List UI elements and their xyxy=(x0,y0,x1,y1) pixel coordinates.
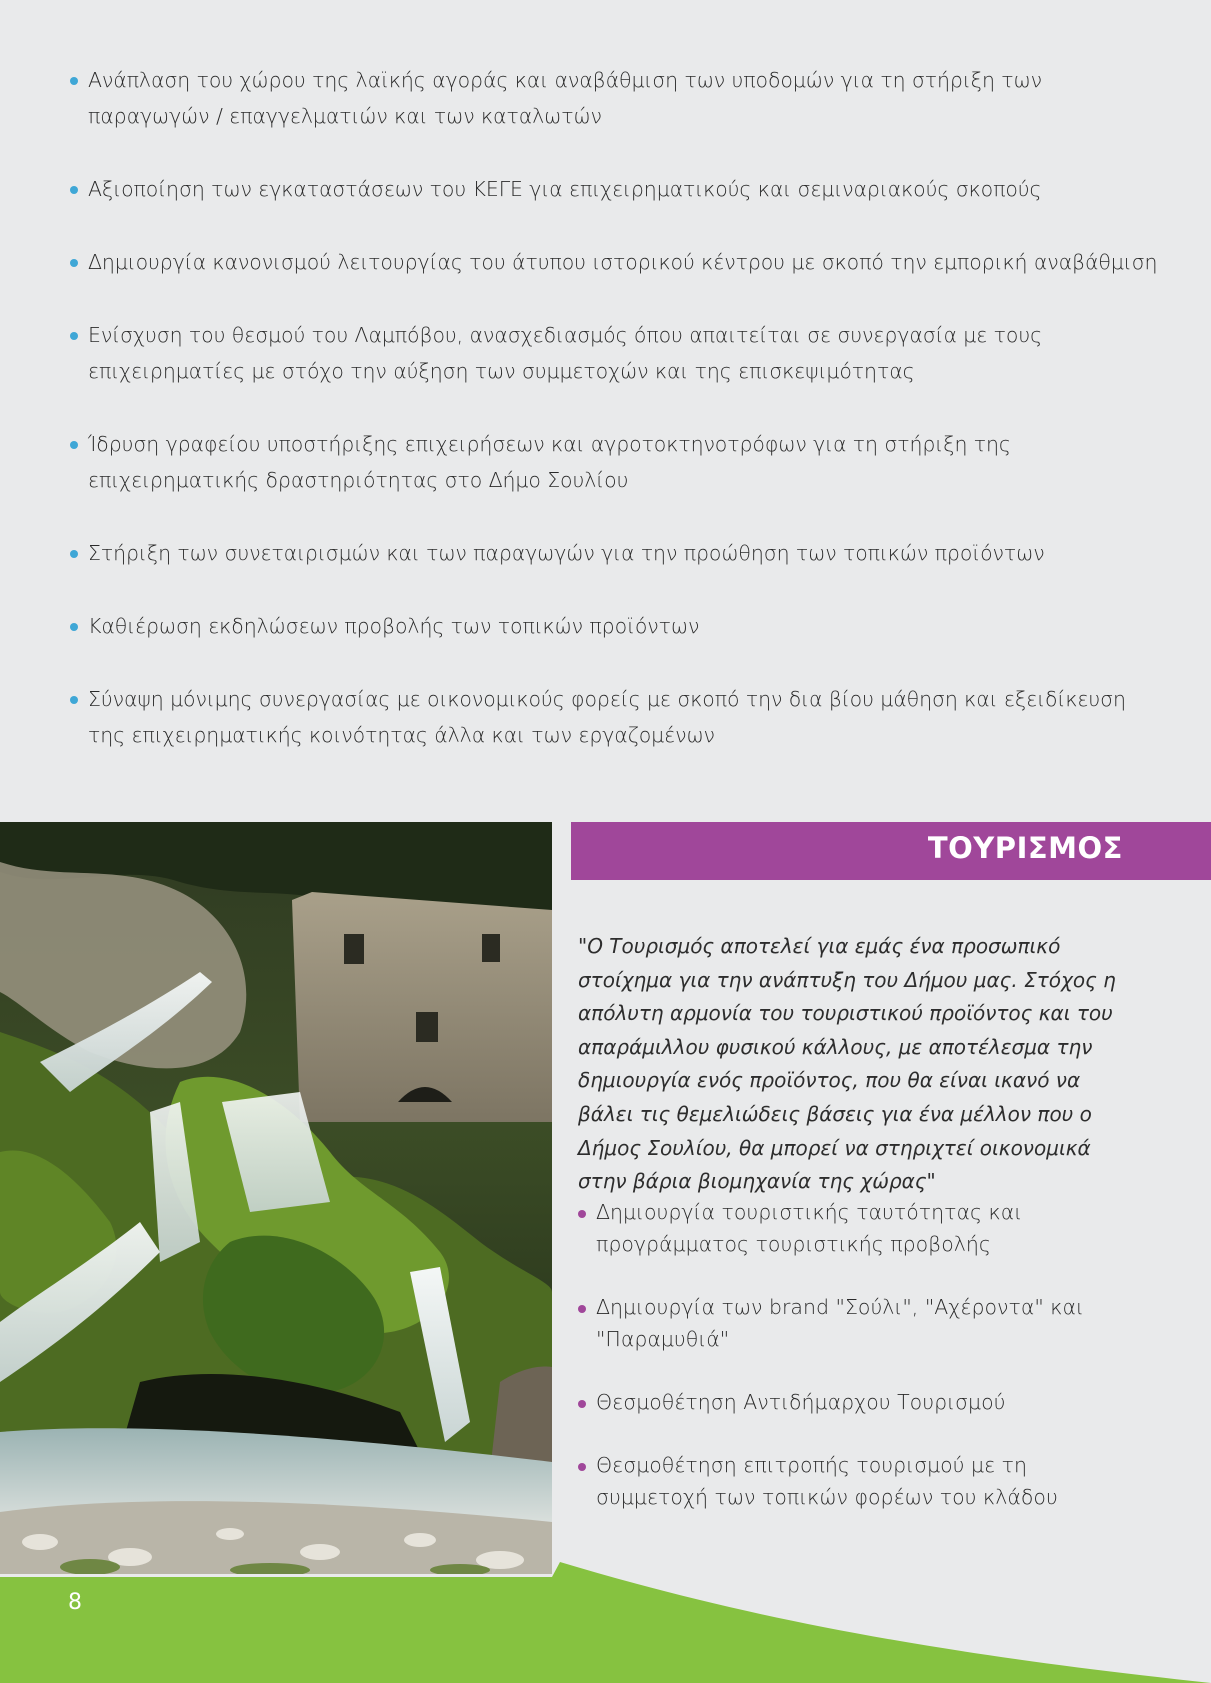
list-item xyxy=(70,62,1160,134)
list-item-text: Δημιουργία των brand "Σούλι", "Αχέροντα" και "Παραμυθιά" xyxy=(596,1295,1084,1351)
list-item xyxy=(578,1291,1138,1355)
bullet-dot-icon xyxy=(70,77,78,85)
bullet-dot-icon xyxy=(578,1305,586,1313)
list-item xyxy=(70,317,1160,389)
page-number: 8 xyxy=(68,1590,82,1615)
list-item-text: Ενίσχυση του θεσμού του Λαμπόβου, ανασχεδιασμός όπου απαιτείται σε συνεργασία με τους επιχειρηματίες με στόχο την αύξηση των συμμετοχών και της επισκεψιμότητας xyxy=(88,323,1043,383)
waterfall-mill-photo xyxy=(0,822,552,1574)
bullet-dot-icon xyxy=(70,550,78,558)
bullet-dot-icon xyxy=(70,259,78,267)
photo-mill-window xyxy=(482,934,500,962)
list-item-text: Αξιοποίηση των εγκαταστάσεων του ΚΕΓΕ για επιχειρηματικούς και σεμιναριακούς σκοπούς xyxy=(88,177,1042,201)
list-item xyxy=(578,1449,1138,1513)
section-title: ΤΟΥΡΙΣΜΟΣ xyxy=(927,831,1123,865)
bullet-dot-icon xyxy=(578,1463,586,1471)
bullet-dot-icon xyxy=(70,623,78,631)
bullet-dot-icon xyxy=(578,1210,586,1218)
list-item-text: Καθιέρωση εκδηλώσεων προβολής των τοπικών προϊόντων xyxy=(88,614,700,638)
tourism-quote: "Ο Τουρισμός αποτελεί για εμάς ένα προσωπικό στοίχημα για την ανάπτυξη του Δήμου μας. Στόχος η απόλυτη αρμονία του τουριστικού προϊόντος και του απαράμιλλου φυσικού κάλλους, με αποτέλεσμα την δημιουργία ενός προϊόντος, που θα είναι ικανό να βάλει τις θεμελιώδεις βάσεις για ένα μέλλον που ο Δήμος Σουλίου, θα μπορεί να στηριχτεί οικονομικά στην βάρια βιομηχανία της χώρας" xyxy=(578,934,1116,1194)
list-item xyxy=(70,244,1160,280)
list-item-text: Δημιουργία τουριστικής ταυτότητας και προγράμματος τουριστικής προβολής xyxy=(596,1200,1023,1256)
photo-mill-window xyxy=(344,934,364,964)
bullet-dot-icon xyxy=(70,696,78,704)
list-item xyxy=(578,1196,1138,1260)
tourism-bullet-list xyxy=(578,1196,1138,1544)
list-item-text: Στήριξη των συνεταιρισμών και των παραγωγών για την προώθηση των τοπικών προϊόντων xyxy=(88,541,1045,565)
development-bullet-list xyxy=(70,62,1160,790)
footer-wave-shape xyxy=(0,1562,1211,1683)
tourism-section-header xyxy=(571,822,1211,880)
bullet-dot-icon xyxy=(70,332,78,340)
list-item-text: Δημιουργία κανονισμού λειτουργίας του άτυπου ιστορικού κέντρου με σκοπό την εμπορική αναβάθμιση xyxy=(88,250,1158,274)
bullet-dot-icon xyxy=(70,441,78,449)
list-item-text: Θεσμοθέτηση Αντιδήμαρχου Τουρισμού xyxy=(596,1390,1006,1414)
list-item xyxy=(70,681,1160,753)
bullet-dot-icon xyxy=(578,1400,586,1408)
list-item xyxy=(70,171,1160,207)
list-item xyxy=(70,426,1160,498)
list-item-text: Σύναψη μόνιμης συνεργασίας με οικονομικούς φορείς με σκοπό την δια βίου μάθηση και εξειδίκευση της επιχειρηματικής κοινότητας άλλα και των εργαζομένων xyxy=(88,687,1126,747)
footer-wave-band xyxy=(0,1550,1211,1683)
list-item xyxy=(578,1386,1138,1418)
list-item xyxy=(70,608,1160,644)
bullet-dot-icon xyxy=(70,186,78,194)
list-item-text: Ίδρυση γραφείου υποστήριξης επιχειρήσεων και αγροτοκτηνοτρόφων για τη στήριξη της επιχειρηματικής δραστηριότητας στο Δήμο Σουλίου xyxy=(88,432,1011,492)
list-item-text: Θεσμοθέτηση επιτροπής τουρισμού με τη συμμετοχή των τοπικών φορέων του κλάδου xyxy=(596,1453,1058,1509)
list-item xyxy=(70,535,1160,571)
photo-mill-window xyxy=(416,1012,438,1042)
list-item-text: Ανάπλαση του χώρου της λαϊκής αγοράς και αναβάθμιση των υποδομών για τη στήριξη των παραγωγών / επαγγελματιών και των καταλωτών xyxy=(88,68,1042,128)
